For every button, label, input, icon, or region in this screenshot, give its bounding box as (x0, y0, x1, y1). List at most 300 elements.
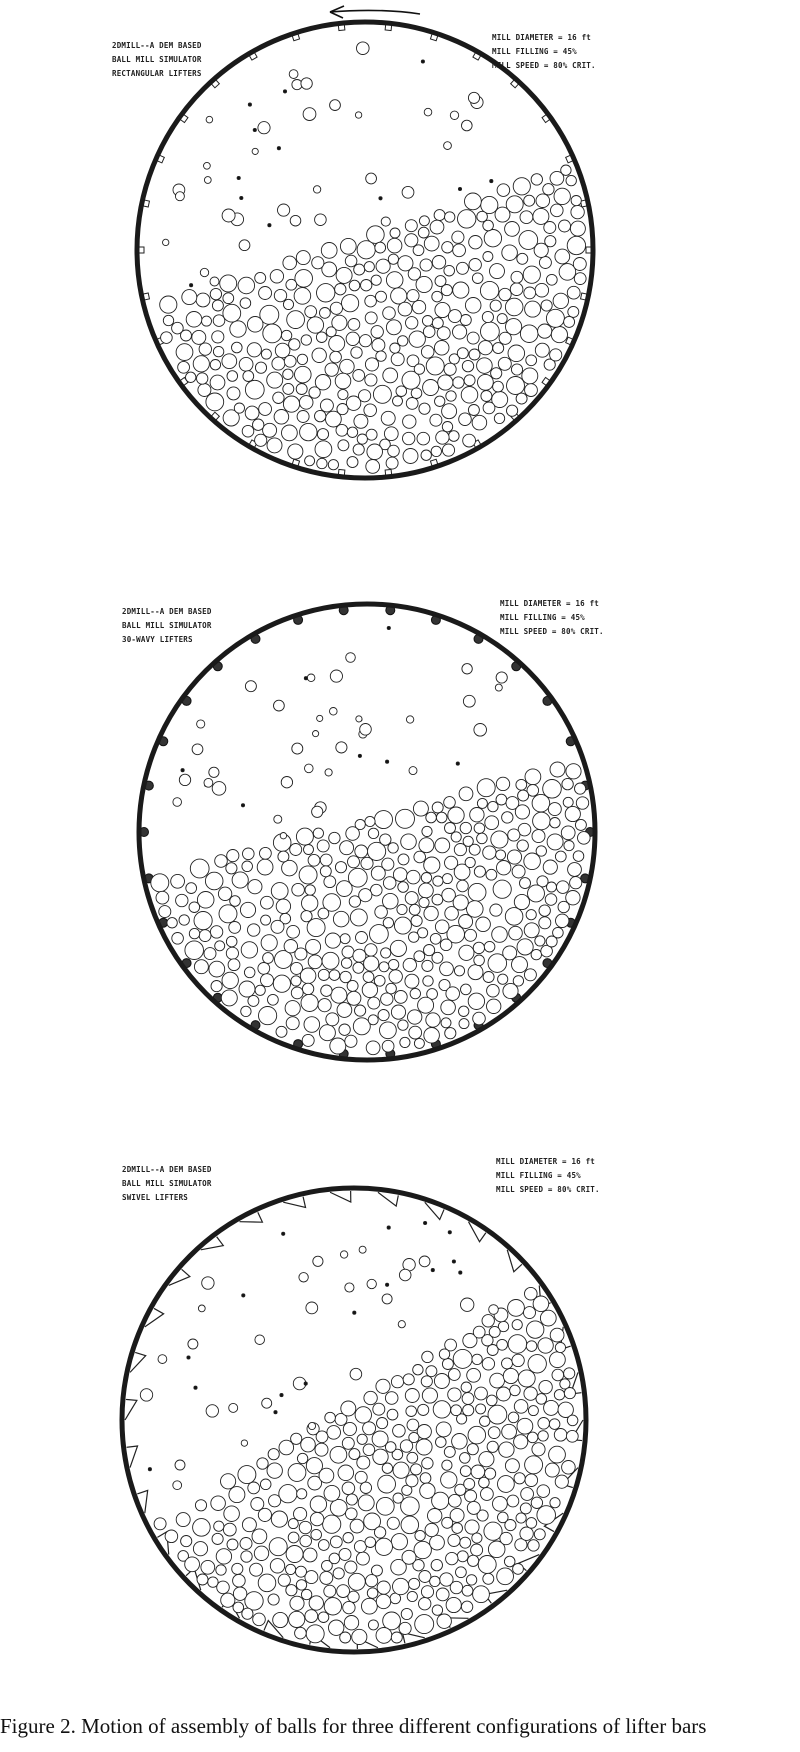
panel-title-line: 2DMILL--A DEM BASED (122, 607, 212, 616)
grinding-ball (460, 315, 471, 326)
grinding-ball (359, 1246, 366, 1253)
grinding-ball (402, 186, 414, 198)
grinding-ball (342, 295, 359, 312)
grinding-ball (373, 1403, 385, 1415)
grinding-ball (507, 377, 525, 395)
grinding-ball (319, 1025, 335, 1041)
grinding-ball (317, 284, 335, 302)
grinding-ball (280, 1394, 283, 1397)
grinding-ball (294, 288, 311, 305)
grinding-ball (550, 349, 562, 361)
grinding-ball (414, 364, 424, 374)
grinding-ball (444, 265, 455, 276)
grinding-ball (549, 1446, 566, 1463)
grinding-ball (386, 272, 403, 289)
grinding-ball (539, 1380, 552, 1393)
grinding-ball (474, 955, 485, 966)
grinding-ball (436, 1588, 449, 1601)
grinding-ball (462, 664, 472, 674)
grinding-ball (493, 880, 511, 898)
grinding-ball (485, 816, 499, 830)
grinding-ball (320, 399, 333, 412)
grinding-ball (406, 1475, 418, 1487)
grinding-ball (478, 341, 492, 355)
grinding-ball (497, 1387, 511, 1401)
grinding-ball (459, 1006, 469, 1016)
grinding-ball (432, 291, 443, 302)
grinding-ball (543, 860, 557, 874)
grinding-ball (398, 1321, 405, 1328)
grinding-ball (449, 431, 460, 442)
grinding-ball (301, 78, 312, 89)
grinding-ball (340, 841, 354, 855)
grinding-ball (518, 1370, 535, 1387)
grinding-ball (260, 847, 272, 859)
grinding-ball (163, 315, 173, 325)
grinding-ball (532, 830, 545, 843)
grinding-ball (401, 834, 417, 850)
grinding-ball (487, 1395, 498, 1406)
grinding-ball (250, 1563, 263, 1576)
grinding-ball (355, 112, 361, 118)
grinding-ball (516, 393, 527, 404)
grinding-ball (206, 116, 213, 123)
grinding-ball (390, 343, 400, 353)
grinding-ball (342, 1437, 354, 1449)
grinding-ball (172, 933, 184, 945)
grinding-ball (556, 914, 569, 927)
grinding-ball (539, 917, 551, 929)
grinding-ball (151, 874, 169, 892)
grinding-ball (573, 851, 584, 862)
grinding-ball (208, 1577, 218, 1587)
grinding-ball (221, 990, 237, 1006)
grinding-ball (263, 953, 274, 964)
grinding-ball (181, 1536, 192, 1547)
grinding-ball (526, 355, 537, 366)
grinding-ball (329, 1553, 340, 1564)
grinding-ball (467, 1501, 480, 1514)
grinding-ball (373, 1449, 388, 1464)
grinding-ball (327, 1426, 341, 1440)
grinding-ball (381, 411, 395, 425)
grinding-ball (498, 357, 511, 370)
grinding-ball (315, 410, 326, 421)
grinding-ball (387, 238, 402, 253)
grinding-ball (365, 374, 377, 386)
grinding-ball (324, 1598, 341, 1615)
grinding-ball (224, 1506, 240, 1522)
grinding-ball (387, 1409, 398, 1420)
mill-panel-rectangular (112, 6, 596, 478)
grinding-ball (432, 1605, 442, 1615)
grinding-ball (414, 1038, 424, 1048)
grinding-ball (248, 1482, 260, 1494)
grinding-ball (444, 363, 456, 375)
grinding-ball (466, 1575, 476, 1585)
grinding-ball (421, 1376, 432, 1387)
grinding-ball (333, 911, 349, 927)
grinding-ball (226, 863, 237, 874)
grinding-ball (219, 905, 237, 923)
grinding-ball (297, 411, 309, 423)
grinding-ball (562, 1461, 576, 1475)
grinding-ball (545, 894, 557, 906)
grinding-ball (242, 1294, 245, 1297)
grinding-ball (276, 899, 290, 913)
grinding-ball (493, 381, 504, 392)
grinding-ball (441, 1000, 456, 1015)
grinding-ball (340, 359, 355, 374)
grinding-ball (520, 325, 538, 343)
grinding-ball (337, 1585, 350, 1598)
grinding-ball (406, 317, 418, 329)
grinding-ball (432, 894, 443, 905)
grinding-ball (481, 322, 500, 341)
grinding-ball (491, 368, 502, 379)
grinding-ball (316, 1431, 328, 1443)
grinding-ball (419, 883, 434, 898)
grinding-ball (197, 373, 208, 384)
grinding-ball (366, 1041, 380, 1055)
grinding-ball (564, 841, 574, 851)
grinding-ball (472, 1354, 482, 1364)
grinding-ball (403, 1374, 414, 1385)
grinding-ball (283, 90, 286, 93)
grinding-ball (435, 302, 450, 317)
grinding-ball (308, 1422, 315, 1429)
grinding-ball (204, 948, 216, 960)
grinding-ball (567, 1415, 578, 1426)
grinding-ball (185, 941, 204, 960)
grinding-ball (241, 1551, 252, 1562)
grinding-ball (268, 1594, 279, 1605)
grinding-ball (341, 958, 351, 968)
grinding-ball (330, 100, 341, 111)
grinding-ball (268, 994, 279, 1005)
grinding-ball (160, 296, 177, 313)
grinding-ball (255, 1335, 265, 1345)
grinding-ball (358, 754, 361, 757)
grinding-ball (453, 325, 467, 339)
grinding-ball (546, 309, 564, 327)
grinding-ball (414, 1541, 431, 1558)
grinding-ball (497, 1339, 508, 1350)
grinding-ball (354, 264, 365, 275)
grinding-ball (253, 1613, 266, 1626)
grinding-ball (417, 432, 430, 445)
grinding-ball (419, 1598, 431, 1610)
grinding-ball (311, 1529, 322, 1540)
grinding-ball (468, 993, 484, 1009)
grinding-ball (538, 1418, 550, 1430)
grinding-ball (358, 1495, 374, 1511)
grinding-ball (450, 111, 458, 119)
grinding-ball (261, 974, 274, 987)
grinding-ball (558, 901, 569, 912)
grinding-ball (258, 1508, 271, 1521)
grinding-ball (365, 312, 377, 324)
grinding-ball (574, 273, 586, 285)
grinding-ball (285, 1001, 300, 1016)
ball-charge (160, 42, 587, 473)
grinding-ball (524, 923, 539, 938)
grinding-ball (418, 997, 434, 1013)
grinding-ball (478, 374, 494, 390)
grinding-ball (381, 948, 391, 958)
grinding-ball (254, 1546, 268, 1560)
grinding-ball (442, 1460, 452, 1470)
grinding-ball (368, 997, 380, 1009)
grinding-ball (473, 1586, 490, 1603)
grinding-ball (299, 1521, 311, 1533)
grinding-ball (330, 1499, 347, 1516)
grinding-ball (419, 1571, 431, 1583)
grinding-ball (520, 211, 533, 224)
grinding-ball (484, 941, 495, 952)
grinding-ball (409, 1026, 422, 1039)
grinding-ball (461, 387, 478, 404)
grinding-ball (415, 1530, 425, 1540)
grinding-ball (405, 1389, 419, 1403)
grinding-ball (550, 1352, 566, 1368)
grinding-ball (303, 1548, 317, 1562)
grinding-ball (255, 985, 265, 995)
grinding-ball (525, 1474, 538, 1487)
grinding-ball (469, 236, 482, 249)
grinding-ball (283, 299, 293, 309)
grinding-ball (210, 288, 221, 299)
grinding-ball (490, 180, 493, 183)
grinding-ball (283, 256, 297, 270)
grinding-ball (495, 684, 502, 691)
grinding-ball (210, 277, 219, 286)
grinding-ball (283, 369, 293, 379)
grinding-ball (452, 1260, 455, 1263)
grinding-ball (554, 1390, 564, 1400)
grinding-ball (185, 1557, 200, 1572)
grinding-ball (505, 298, 523, 316)
grinding-ball (477, 211, 488, 222)
grinding-ball (454, 966, 464, 976)
grinding-ball (446, 391, 456, 401)
grinding-ball (458, 187, 461, 190)
grinding-ball (435, 920, 449, 934)
grinding-ball (286, 1585, 297, 1596)
grinding-ball (496, 794, 507, 805)
grinding-ball (373, 385, 391, 403)
grinding-ball (336, 742, 347, 753)
grinding-ball (406, 1406, 417, 1417)
grinding-ball (355, 1005, 366, 1016)
grinding-ball (348, 856, 360, 868)
grinding-ball (295, 366, 312, 383)
grinding-ball (520, 878, 531, 889)
grinding-ball (283, 396, 299, 412)
grinding-ball (375, 242, 386, 253)
grinding-ball (468, 1555, 479, 1566)
grinding-ball (471, 1465, 485, 1479)
grinding-ball (483, 846, 496, 859)
grinding-ball (336, 267, 352, 283)
grinding-ball (323, 1515, 341, 1533)
grinding-ball (268, 224, 271, 227)
grinding-ball (226, 947, 238, 959)
grinding-ball (338, 1465, 354, 1481)
grinding-ball (288, 1464, 306, 1482)
grinding-ball (347, 457, 358, 468)
grinding-ball (453, 1349, 472, 1368)
grinding-ball (387, 1226, 390, 1229)
grinding-ball (192, 744, 203, 755)
grinding-ball (240, 196, 243, 199)
grinding-ball (384, 427, 398, 441)
grinding-ball (365, 944, 377, 956)
grinding-ball (374, 1527, 385, 1538)
grinding-ball (247, 317, 263, 333)
grinding-ball (479, 1452, 494, 1467)
grinding-ball (211, 981, 222, 992)
grinding-ball (353, 962, 364, 973)
grinding-ball (537, 1485, 550, 1498)
grinding-ball (448, 1388, 461, 1401)
grinding-ball (550, 818, 560, 828)
grinding-ball (188, 1339, 198, 1349)
grinding-ball (198, 384, 211, 397)
grinding-ball (570, 221, 585, 236)
grinding-ball (291, 987, 303, 999)
grinding-ball (230, 896, 241, 907)
grinding-ball (290, 1596, 304, 1610)
grinding-ball (432, 256, 445, 269)
grinding-ball (307, 674, 315, 682)
grinding-ball (434, 1374, 449, 1389)
grinding-ball (329, 336, 345, 352)
grinding-ball (456, 762, 459, 765)
grinding-ball (516, 779, 527, 790)
grinding-ball (424, 108, 432, 116)
panel-title-line: 30-WAVY LIFTERS (122, 635, 193, 644)
grinding-ball (512, 1320, 522, 1330)
grinding-ball (199, 343, 211, 355)
grinding-ball (212, 331, 224, 343)
grinding-ball (217, 1581, 230, 1594)
grinding-ball (348, 1573, 365, 1590)
grinding-ball (233, 1574, 246, 1587)
grinding-ball (398, 882, 409, 893)
grinding-ball (420, 1483, 435, 1498)
grinding-ball (488, 1427, 500, 1439)
grinding-ball (195, 1500, 206, 1511)
grinding-ball (522, 368, 538, 384)
grinding-ball (204, 778, 213, 787)
grinding-ball (325, 933, 340, 948)
grinding-ball (505, 222, 520, 237)
grinding-ball (181, 330, 192, 341)
grinding-ball (363, 972, 374, 983)
grinding-ball (259, 1007, 277, 1025)
grinding-ball (229, 1403, 238, 1412)
grinding-ball (302, 983, 313, 994)
grinding-ball (261, 935, 277, 951)
grinding-ball (514, 1473, 525, 1484)
grinding-ball (286, 1017, 299, 1030)
grinding-ball (187, 1356, 190, 1359)
grinding-ball (350, 909, 367, 926)
grinding-ball (555, 249, 570, 264)
lifter-bar (125, 1399, 137, 1420)
grinding-ball (359, 335, 371, 347)
grinding-ball (436, 1437, 447, 1448)
grinding-ball (393, 396, 403, 406)
grinding-ball (320, 1571, 333, 1584)
grinding-ball (388, 959, 398, 969)
grinding-ball (278, 1574, 290, 1586)
grinding-ball (313, 828, 323, 838)
grinding-ball (438, 375, 453, 390)
grinding-ball (459, 787, 473, 801)
grinding-ball (549, 1419, 560, 1430)
grinding-ball (442, 444, 454, 456)
grinding-ball (226, 936, 237, 947)
grinding-ball (525, 1287, 538, 1300)
grinding-ball (445, 212, 455, 222)
grinding-ball (210, 360, 220, 370)
grinding-ball (500, 1532, 512, 1544)
grinding-ball (487, 1441, 498, 1452)
grinding-ball (430, 1576, 440, 1586)
grinding-ball (524, 1387, 537, 1400)
grinding-ball (140, 1389, 152, 1401)
grinding-ball (524, 1307, 536, 1319)
grinding-ball (448, 1534, 460, 1546)
grinding-ball (566, 1430, 578, 1442)
grinding-ball (330, 1446, 347, 1463)
grinding-ball (292, 743, 303, 754)
grinding-ball (173, 1481, 182, 1490)
grinding-ball (503, 946, 517, 960)
grinding-ball (232, 872, 248, 888)
grinding-ball (385, 1442, 396, 1453)
grinding-ball (528, 1355, 546, 1373)
panel-param-line: MILL SPEED = 80% CRIT. (496, 1185, 600, 1194)
grinding-ball (312, 806, 323, 817)
grinding-ball (538, 1338, 553, 1353)
grinding-ball (333, 1568, 344, 1579)
grinding-ball (568, 306, 579, 317)
grinding-ball (422, 960, 433, 971)
grinding-ball (318, 969, 329, 980)
grinding-ball (437, 1614, 451, 1628)
grinding-ball (477, 358, 493, 374)
grinding-ball (444, 142, 452, 150)
grinding-ball (368, 1015, 378, 1025)
grinding-ball (460, 1537, 471, 1548)
grinding-ball (346, 1494, 357, 1505)
grinding-ball (513, 1564, 524, 1575)
grinding-ball (386, 983, 397, 994)
grinding-ball (499, 1442, 514, 1457)
grinding-ball (321, 985, 332, 996)
grinding-ball (552, 1369, 564, 1381)
grinding-ball (216, 1565, 226, 1575)
grinding-ball (212, 300, 223, 311)
panel-title-line: BALL MILL SIMULATOR (112, 55, 202, 64)
grinding-ball (481, 391, 492, 402)
grinding-ball (393, 1462, 409, 1478)
grinding-ball (291, 962, 303, 974)
grinding-ball (338, 440, 349, 451)
